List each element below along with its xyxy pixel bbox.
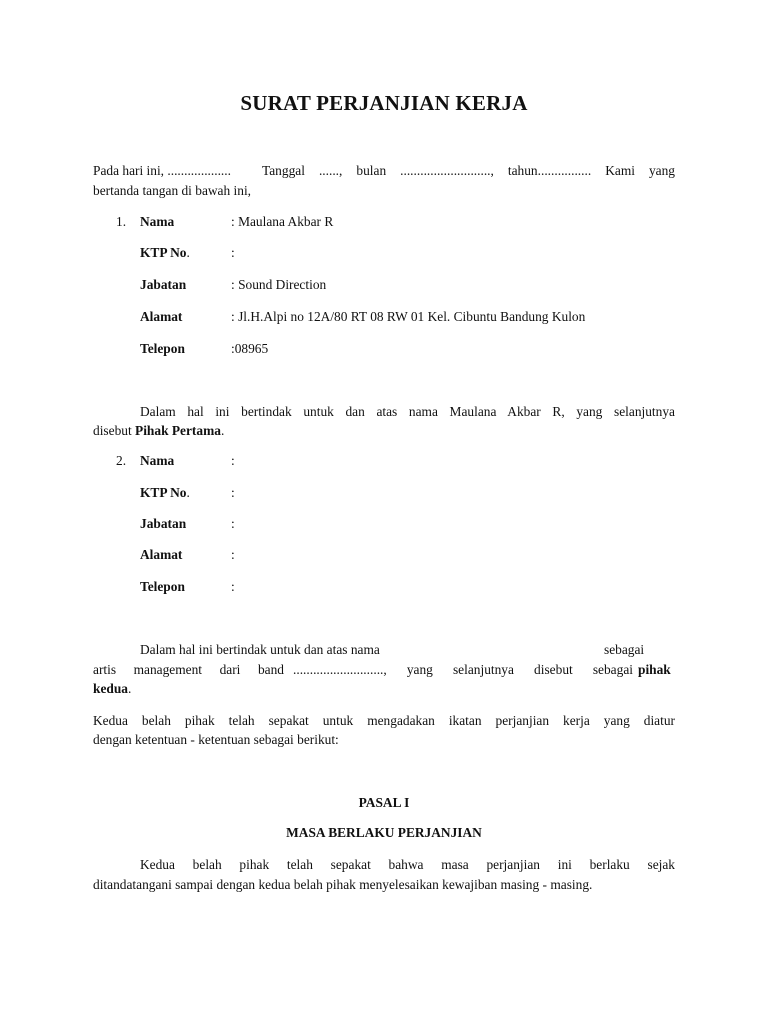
intro-line-1b: Tanggal ......, bulan ..........................., tahun................ Kami yang: [262, 163, 675, 178]
para4-line-1: Kedua belah pihak telah sepakat bahwa masa perjanjian ini berlaku sejak: [140, 857, 675, 872]
party2-label-ktp: [140, 483, 190, 503]
party2-value-nama: :: [231, 453, 235, 468]
party1-value-jabatan: : Sound Direction: [231, 277, 327, 292]
para2-line-1b: sebagai: [604, 642, 645, 657]
party2-label-nama: [140, 451, 174, 471]
intro-line-1a: Pada hari ini, ...................: [93, 163, 231, 178]
para3-line-1: Kedua belah pihak telah sepakat untuk mengadakan ikatan perjanjian kerja yang diatur: [93, 713, 675, 728]
label-suffix: .: [186, 245, 190, 260]
text: disebut: [93, 423, 136, 438]
party1-label-ktp: [140, 243, 190, 263]
party2-value-jabatan: :: [231, 516, 235, 531]
para2-line-1a: Dalam hal ini bertindak untuk dan atas nama: [140, 642, 380, 657]
party1-label-jabatan: [140, 275, 186, 295]
party2-label-jabatan: [140, 514, 186, 534]
kedua-term: kedua: [93, 681, 128, 696]
party1-value-alamat: : Jl.H.Alpi no 12A/80 RT 08 RW 01 Kel. Cibuntu Bandung Kulon: [231, 309, 586, 324]
party2-value-alamat: :: [231, 547, 235, 562]
text: .: [127, 681, 132, 696]
party2-value-ktp: :: [231, 485, 235, 500]
pasal-heading: PASAL I: [358, 795, 410, 810]
party1-value-ktp: :: [231, 245, 235, 260]
para1-line-2: [93, 421, 224, 441]
party1-value-nama: : Maulana Akbar R: [231, 214, 334, 229]
para2-line-3: [93, 679, 131, 699]
party1-number: 1.: [116, 214, 127, 229]
party1-label-telepon: [140, 339, 185, 359]
label-text: Telepon: [140, 341, 185, 356]
party2-label-alamat: [140, 545, 182, 565]
label-text: KTP No: [140, 485, 187, 500]
para4-line-2: ditandatangani sampai dengan kedua belah pihak menyelesaikan kewajiban masing - masing.: [93, 877, 593, 892]
label-text: Alamat: [140, 309, 183, 324]
pihak-pertama-term: Pihak Pertama: [135, 423, 221, 438]
party1-label-alamat: [140, 307, 182, 327]
label-text: Nama: [140, 453, 175, 468]
para1-line-1: Dalam hal ini bertindak untuk dan atas nama Maulana Akbar R, yang selanjutnya: [140, 404, 675, 419]
label-text: Telepon: [140, 579, 185, 594]
text: .: [220, 423, 225, 438]
party1-value-telepon: :08965: [231, 341, 269, 356]
label-text: Jabatan: [140, 516, 187, 531]
pihak-term: pihak: [638, 662, 671, 677]
para2-line-2a: artis management dari band: [93, 662, 284, 677]
document-title: SURAT PERJANJIAN KERJA: [240, 91, 528, 115]
label-text: Jabatan: [140, 277, 187, 292]
para2-line-2b: ..........................., yang selanjutnya disebut sebagai: [293, 662, 633, 677]
party1-label-nama: [140, 212, 174, 232]
para3-line-2: dengan ketentuan - ketentuan sebagai berikut:: [93, 732, 339, 747]
label-text: Alamat: [140, 547, 183, 562]
party2-value-telepon: :: [231, 579, 235, 594]
party2-label-telepon: [140, 577, 185, 597]
label-text: Nama: [140, 214, 175, 229]
label-text: KTP No: [140, 245, 187, 260]
party2-number: 2.: [116, 453, 127, 468]
label-suffix: .: [186, 485, 190, 500]
pasal-subheading: MASA BERLAKU PERJANJIAN: [286, 825, 482, 840]
intro-line-2: bertanda tangan di bawah ini,: [93, 183, 252, 198]
